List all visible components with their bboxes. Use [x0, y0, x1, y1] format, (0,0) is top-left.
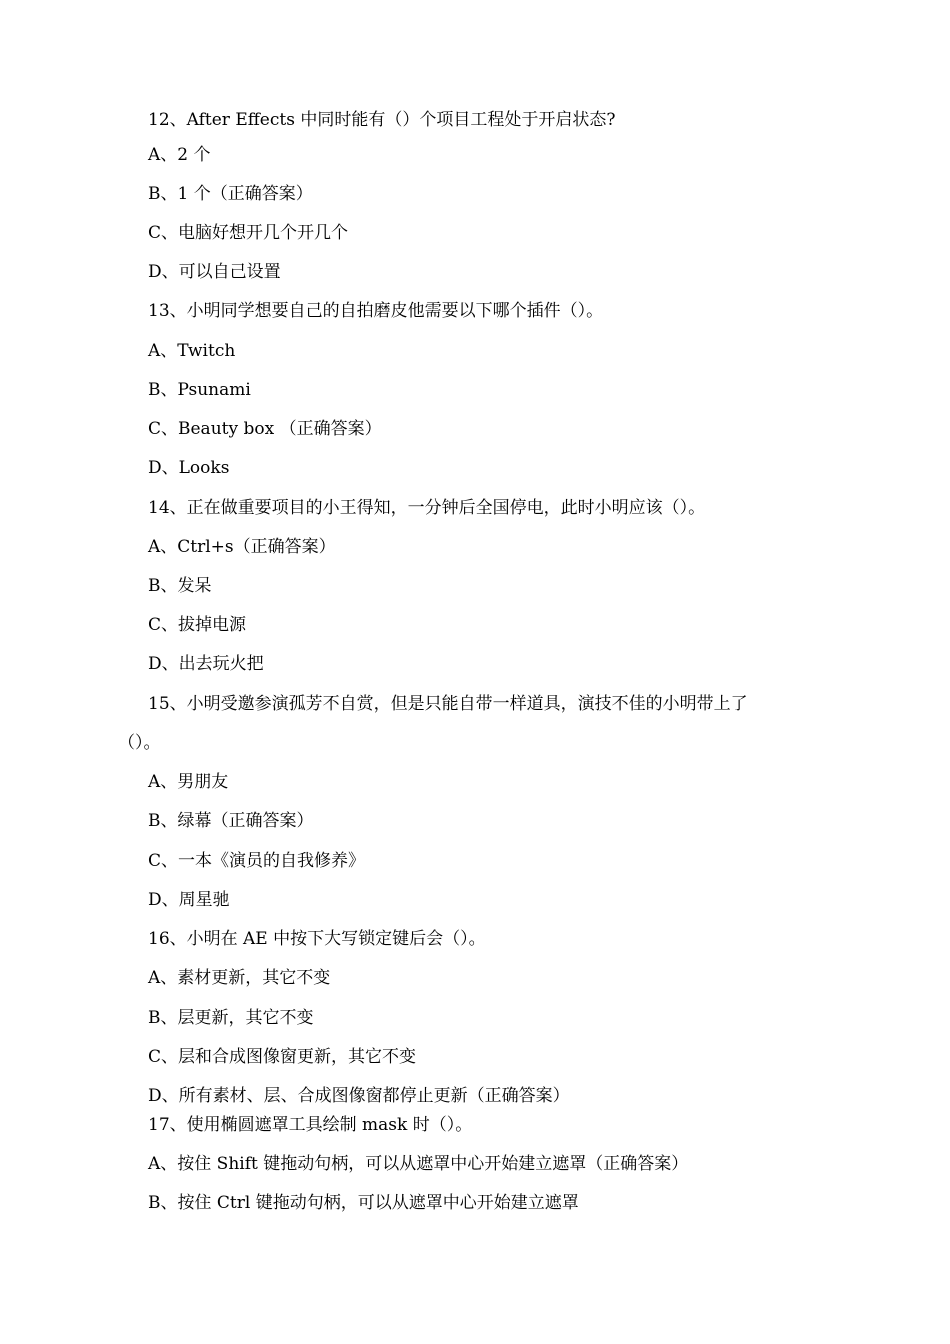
- question-13-option-b: B、Psunami: [148, 380, 251, 400]
- question-14-option-c: C、拔掉电源: [148, 615, 247, 635]
- question-15-option-a: A、男朋友: [148, 772, 229, 792]
- question-13-stem: 13、小明同学想要自己的自拍磨皮他需要以下哪个插件（）。: [148, 301, 604, 321]
- question-17-option-a: A、按住 Shift 键拖动句柄，可以从遮罩中心开始建立遮罩（正确答案）: [148, 1154, 689, 1174]
- question-13-option-c: C、Beauty box （正确答案）: [148, 419, 382, 439]
- question-14-option-a: A、Ctrl+s（正确答案）: [148, 537, 336, 557]
- question-12-option-c: C、电脑好想开几个开几个: [148, 223, 349, 243]
- question-16-option-c: C、层和合成图像窗更新，其它不变: [148, 1047, 417, 1067]
- question-15-option-b: B、绿幕（正确答案）: [148, 811, 314, 831]
- question-12-stem: 12、After Effects 中同时能有（）个项目工程处于开启状态?: [148, 110, 616, 130]
- question-15-stem: 15、小明受邀参演孤芳不自赏，但是只能自带一样道具，演技不佳的小明带上了: [148, 694, 748, 714]
- question-17-option-b: B、按住 Ctrl 键拖动句柄，可以从遮罩中心开始建立遮罩: [148, 1193, 579, 1213]
- question-17-stem: 17、使用椭圆遮罩工具绘制 mask 时（）。: [148, 1115, 473, 1135]
- question-13-option-d: D、Looks: [148, 458, 230, 478]
- question-14-stem: 14、正在做重要项目的小王得知，一分钟后全国停电，此时小明应该（）。: [148, 498, 706, 518]
- question-14-option-b: B、发呆: [148, 576, 212, 596]
- question-12-option-d: D、可以自己设置: [148, 262, 281, 282]
- question-15-stem-continued: （）。: [118, 733, 161, 753]
- question-16-option-a: A、素材更新，其它不变: [148, 968, 331, 988]
- question-16-stem: 16、小明在 AE 中按下大写锁定键后会（）。: [148, 929, 486, 949]
- question-13-option-a: A、Twitch: [148, 341, 236, 361]
- question-12-option-a: A、2 个: [148, 145, 211, 165]
- question-16-option-b: B、层更新，其它不变: [148, 1008, 314, 1028]
- question-15-option-d: D、周星驰: [148, 890, 230, 910]
- question-16-option-d: D、所有素材、层、合成图像窗都停止更新（正确答案）: [148, 1086, 570, 1106]
- question-14-option-d: D、出去玩火把: [148, 654, 264, 674]
- question-15-option-c: C、一本《演员的自我修养》: [148, 851, 366, 871]
- question-12-option-b: B、1 个（正确答案）: [148, 184, 313, 204]
